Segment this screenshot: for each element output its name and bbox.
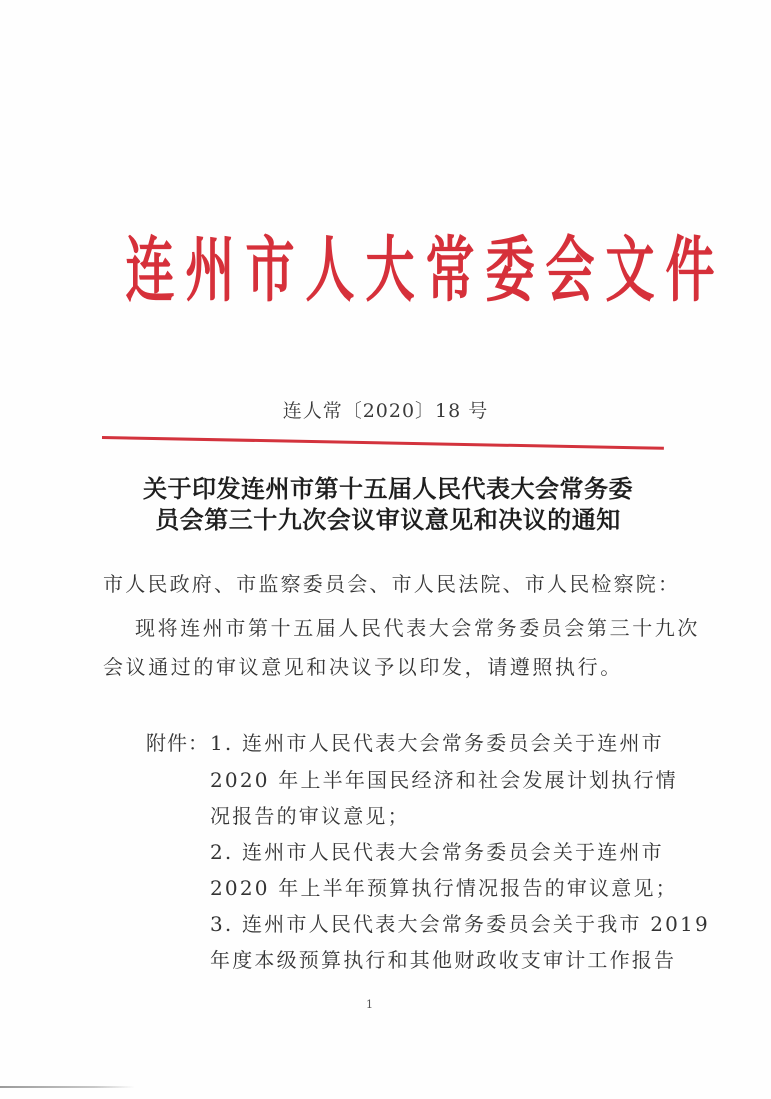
attachment-1-line-3: 况报告的审议意见； [210,804,410,828]
masthead-char: 常 [425,229,475,313]
attachment-1-line-2: 2020 年上半年国民经济和社会发展计划执行情 [210,768,678,792]
red-separator-line [102,436,664,450]
masthead-char: 会 [545,229,595,313]
masthead-title [120,226,715,316]
masthead-char: 文 [605,229,655,313]
masthead-char: 市 [245,229,295,313]
body-paragraph-line-2: 会议通过的审议意见和决议予以印发，请遵照执行。 [103,655,623,679]
attachment-3-line-1: 3. 连州市人民代表大会常务委员会关于我市 2019 [210,912,710,936]
addressee: 市人民政府、市监察委员会、市人民法院、市人民检察院： [103,572,681,596]
document-number: 连人常〔2020〕18 号 [282,400,489,422]
document-title [96,474,680,536]
page-number: 1 [366,998,373,1011]
attachment-2-line-1: 2. 连州市人民代表大会常务委员会关于连州市 [210,840,664,864]
scan-edge-artifact [0,1086,135,1088]
masthead-char: 连 [125,229,175,313]
attachment-3-line-2: 年度本级预算执行和其他财政收支审计工作报告 [210,948,677,972]
masthead-char: 州 [185,229,235,313]
attachments-label: 附件： [146,731,209,755]
masthead-char: 委 [485,229,535,313]
title-line-1: 关于印发连州市第十五届人民代表大会常务委 [143,475,633,503]
attachment-1-line-1: 1. 连州市人民代表大会常务委员会关于连州市 [210,731,664,755]
masthead-char: 大 [365,229,415,313]
masthead-char: 人 [305,229,355,313]
title-line-2: 员会第三十九次会议审议意见和决议的通知 [155,506,621,534]
attachment-2-line-2: 2020 年上半年预算执行情况报告的审议意见； [210,876,678,900]
body-paragraph-line-1: 现将连州市第十五届人民代表大会常务委员会第三十九次 [135,616,700,640]
masthead-char: 件 [665,229,715,313]
